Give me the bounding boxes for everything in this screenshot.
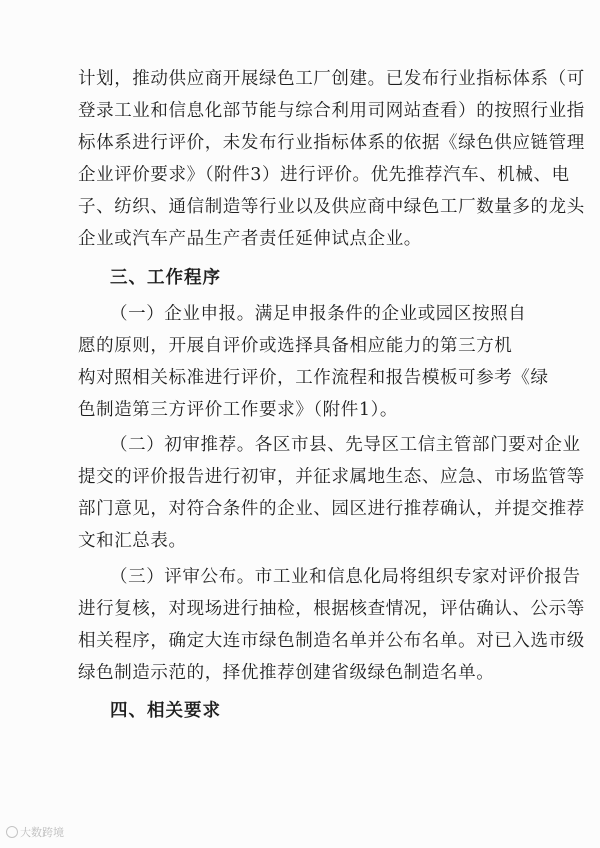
body-line-8: 愿的原则，开展自评价或选择具备相应能力的第三方机 (78, 336, 513, 356)
body-line-6: 企业或汽车产品生产者责任延伸试点企业。 (78, 229, 422, 249)
body-line-10: 色制造第三方评价工作要求》（附件1）。 (78, 400, 399, 420)
body-line-5: 子、纺织、通信制造等行业以及供应商中绿色工厂数量多的龙头 (78, 197, 585, 217)
body-line-15: （三）评审公布。市工业和信息化局将组织专家对评价报告 (110, 567, 581, 587)
body-line-4: 企业评价要求》（附件3）进行评价。优先推荐汽车、机械、电 (78, 165, 570, 185)
body-line-2: 登录工业和信息化部节能与综合利用司网站查看）的按照行业指 (78, 101, 585, 121)
section-heading-3: 三、工作程序 (110, 268, 221, 288)
watermark-logo-icon (6, 826, 18, 838)
body-line-11: （二）初审推荐。各区市县、先导区工信主管部门要对企业 (110, 435, 581, 455)
body-line-13: 部门意见，对符合条件的企业、园区进行推荐确认，并提交推荐 (78, 499, 585, 519)
body-line-9: 构对照相关标准进行评价，工作流程和报告模板可参考《绿 (78, 368, 549, 388)
watermark (6, 824, 64, 840)
body-line-3: 标体系进行评价，未发布行业指标体系的依据《绿色供应链管理 (78, 133, 585, 153)
body-line-7: （一）企业申报。满足申报条件的企业或园区按照自 (110, 304, 527, 324)
section-heading-4: 四、相关要求 (110, 701, 221, 721)
body-line-12: 提交的评价报告进行初审，并征求属地生态、应急、市场监管等 (78, 467, 585, 487)
watermark-text: 大数跨境 (20, 826, 64, 839)
body-line-17: 相关程序，确定大连市绿色制造名单并公布名单。对已入选市级 (78, 631, 585, 651)
body-line-16: 进行复核，对现场进行抽检，根据核查情况，评估确认、公示等 (78, 599, 585, 619)
body-line-18: 绿色制造示范的，择优推荐创建省级绿色制造名单。 (78, 663, 495, 683)
body-line-1: 计划，推动供应商开展绿色工厂创建。已发布行业指标体系（可 (78, 69, 585, 89)
body-line-14: 文和汇总表。 (78, 531, 187, 551)
